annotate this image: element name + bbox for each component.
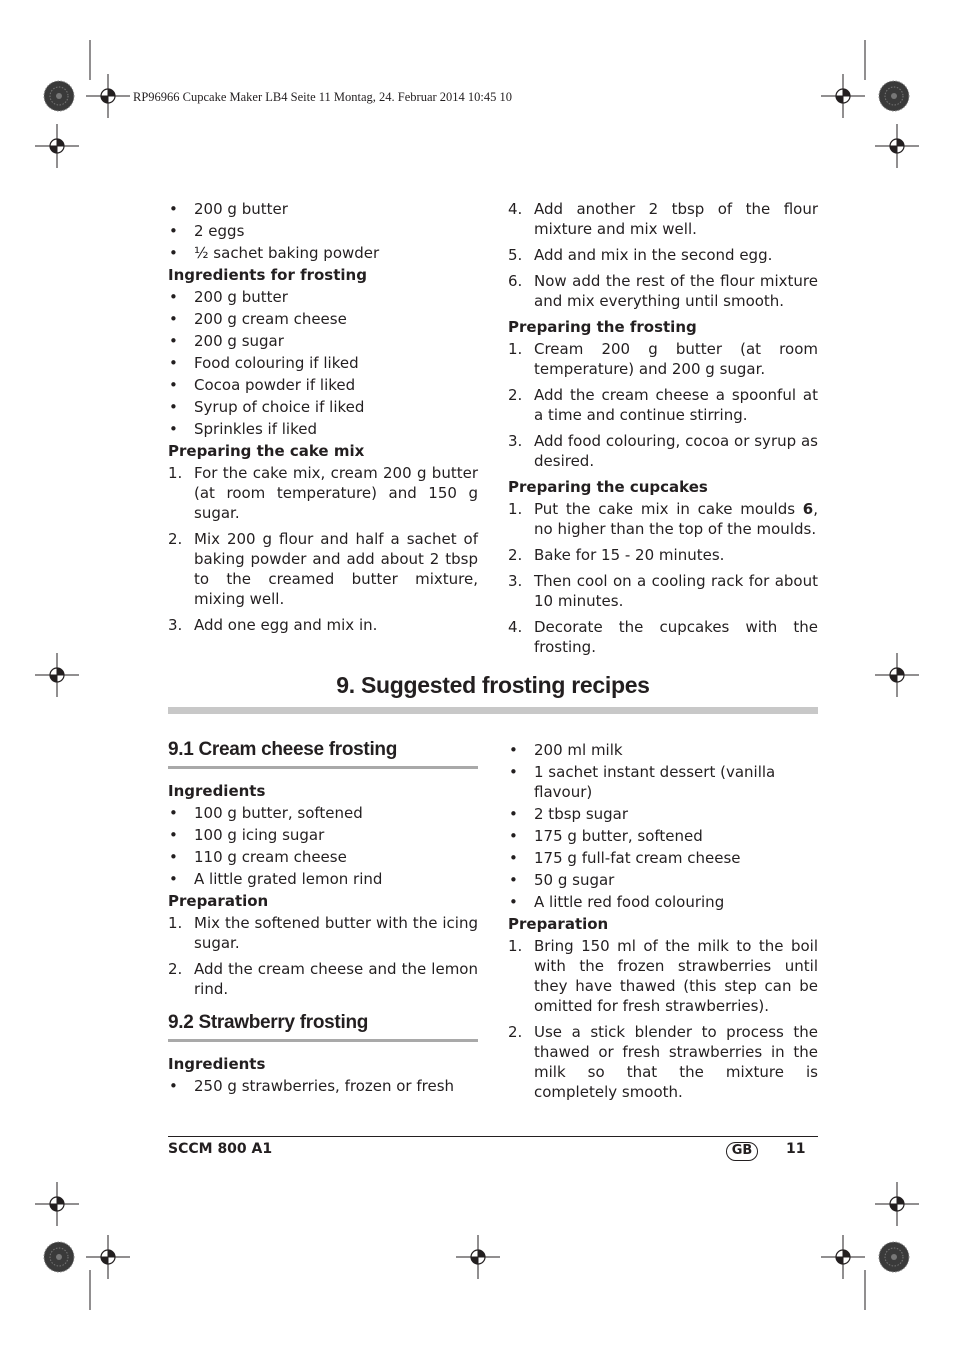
list-item: • 175 g full-fat cream cheese <box>508 848 818 868</box>
step-item: 4. Decorate the cupcakes with the frosting. <box>508 618 818 656</box>
step-item: 2. Bake for 15 - 20 minutes. <box>508 546 725 564</box>
list-item: • 100 g butter, softened <box>168 803 478 823</box>
list-item: • 2 tbsp sugar <box>508 804 818 824</box>
list-item: • 50 g sugar <box>508 870 818 890</box>
list-item: • 1 sachet instant dessert (vanilla flavour) <box>508 762 818 802</box>
language-badge: GB <box>726 1142 758 1161</box>
list-item: • 2 eggs <box>168 221 478 241</box>
list-item: • 250 g strawberries, frozen or fresh <box>168 1076 478 1096</box>
step-item: 2. Mix 200 g flour and half a sachet of baking powder and add about 2 tbsp to the creamed butter mixture, mixing well. <box>168 530 478 608</box>
print-info-header: RP96966 Cupcake Maker LB4 Seite 11 Montag, 24. Februar 2014 10:45 10 <box>133 90 513 104</box>
cream-cheese-title: 9.1 Cream cheese frosting <box>168 739 398 760</box>
step-item: 2. Use a stick blender to process the thawed or fresh strawberries in the milk so that the mixture is completely smooth. <box>508 1023 818 1101</box>
step-item: 4. Add another 2 tbsp of the flour mixture and mix well. <box>508 200 818 238</box>
frosting-prep-heading: Preparing the frosting <box>508 318 697 336</box>
cupcakes-prep-heading: Preparing the cupcakes <box>508 478 708 496</box>
ingredients-heading: Ingredients <box>168 782 266 800</box>
step-item: 1. Bring 150 ml of the milk to the boil with the frozen strawberries until they have thawed (this step can be omitted for fresh strawberries). <box>508 937 818 1015</box>
step-item: 2. Add the cream cheese and the lemon rind. <box>168 960 478 998</box>
list-item: • 200 ml milk <box>508 740 818 760</box>
page-number: 11 <box>786 1141 806 1157</box>
step-item: 6. Now add the rest of the flour mixture and mix everything until smooth. <box>508 272 818 310</box>
strawberry-title: 9.2 Strawberry frosting <box>168 1012 369 1033</box>
list-item: • 100 g icing sugar <box>168 825 478 845</box>
step-item: 1. Mix the softened butter with the icing sugar. <box>168 914 478 952</box>
section-divider <box>168 707 818 714</box>
top-left-column <box>168 199 478 641</box>
model-number: SCCM 800 A1 <box>168 1141 273 1157</box>
preparation-heading: Preparation <box>508 915 609 933</box>
step-item: 2. Add the cream cheese a spoonful at a time and continue stirring. <box>508 386 818 424</box>
subsection-divider <box>168 1039 478 1042</box>
subsection-divider <box>168 766 478 769</box>
footer-divider <box>168 1136 818 1137</box>
list-item: • 200 g cream cheese <box>168 309 478 329</box>
step-item: 1. For the cake mix, cream 200 g butter (at room temperature) and 150 g sugar. <box>168 464 478 522</box>
list-item: • 200 g butter <box>168 199 478 219</box>
list-item: • A little red food colouring <box>508 892 818 912</box>
list-item: • 175 g butter, softened <box>508 826 818 846</box>
step-item: 3. Then cool on a cooling rack for about 10 minutes. <box>508 572 818 610</box>
list-item: • 200 g sugar <box>168 331 478 351</box>
section-title: 9. Suggested frosting recipes <box>336 672 650 698</box>
list-item: • A little grated lemon rind <box>168 869 478 889</box>
list-item: • Food colouring if liked <box>168 353 478 373</box>
list-item: • Syrup of choice if liked <box>168 397 478 417</box>
top-right-column <box>508 199 818 663</box>
list-item: • 110 g cream cheese <box>168 847 478 867</box>
list-item: • 200 g butter <box>168 287 478 307</box>
step-item: 1. Put the cake mix in cake moulds 6, no higher than the top of the moulds. <box>508 500 818 538</box>
step-item: 1. Cream 200 g butter (at room temperature) and 200 g sugar. <box>508 340 818 378</box>
cake-mix-heading: Preparing the cake mix <box>168 442 365 460</box>
bottom-left-column <box>168 740 478 1098</box>
step-item: 5. Add and mix in the second egg. <box>508 246 773 264</box>
step-item: 3. Add one egg and mix in. <box>168 616 378 634</box>
ingredients-heading: Ingredients <box>168 1055 266 1073</box>
list-item: • Cocoa powder if liked <box>168 375 478 395</box>
step-item: 3. Add food colouring, cocoa or syrup as desired. <box>508 432 818 470</box>
frosting-ingredients-heading: Ingredients for frosting <box>168 266 367 284</box>
bottom-right-column <box>508 740 818 1108</box>
list-item: • Sprinkles if liked <box>168 419 478 439</box>
preparation-heading: Preparation <box>168 892 269 910</box>
list-item: • ½ sachet baking powder <box>168 243 478 263</box>
